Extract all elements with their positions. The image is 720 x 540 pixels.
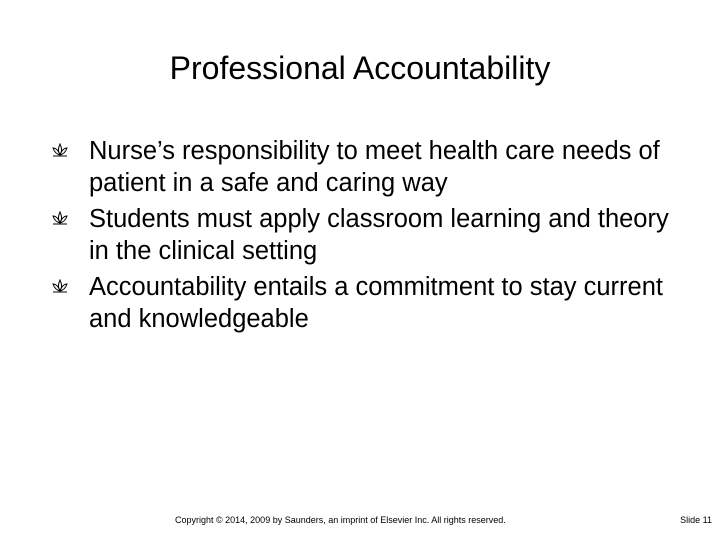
lotus-bullet-icon xyxy=(50,278,70,294)
bullet-text: Nurse’s responsibility to meet health care needs of patient in a safe and caring way xyxy=(89,137,660,197)
bullet-item xyxy=(70,271,690,335)
bullet-text: Accountability entails a commitment to stay current and knowledgeable xyxy=(89,273,663,333)
bullet-list xyxy=(70,135,690,339)
bullet-item xyxy=(70,135,690,199)
slide-title: Professional Accountability xyxy=(169,50,551,86)
lotus-bullet-icon xyxy=(50,142,70,158)
copyright-footer: Copyright © 2014, 2009 by Saunders, an imprint of Elsevier Inc. All rights reserved. xyxy=(175,515,506,525)
lotus-bullet-icon xyxy=(50,210,70,226)
bullet-item xyxy=(70,203,690,267)
slide-number: Slide 11 xyxy=(680,515,712,525)
bullet-text: Students must apply classroom learning and theory in the clinical setting xyxy=(89,205,669,265)
